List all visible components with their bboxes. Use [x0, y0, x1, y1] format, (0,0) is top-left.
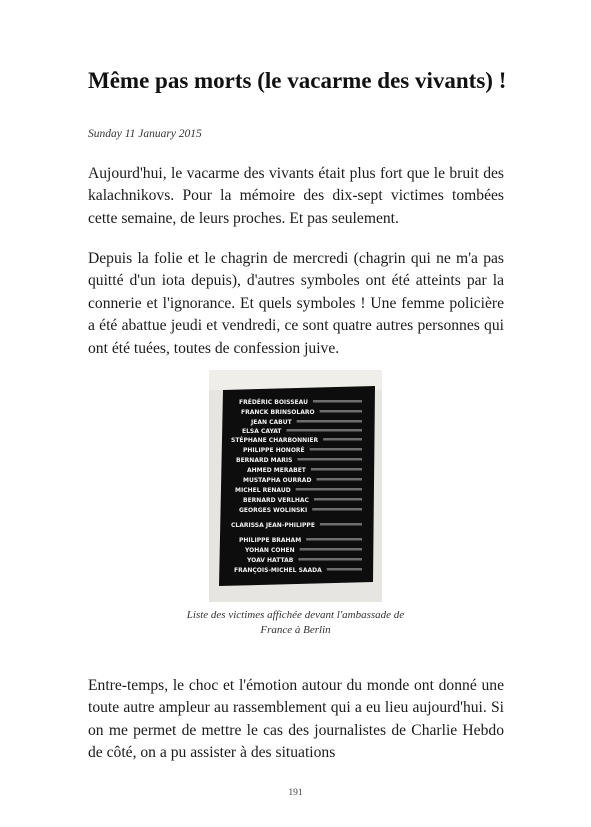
poster-name: JEAN CABUT	[251, 419, 292, 426]
paragraph-2: Depuis la folie et le chagrin de mercredi (chagrin qui ne m'a pas quitté d'un iota depuis), d'autres symboles ont été atteints par la connerie et l'ignorance. Et quels symboles ! Une femme policière a été abattue jeudi et vendredi, ce sont quatre autres personnes qui ont été tuées, toutes de confession juive.	[88, 250, 504, 357]
victims-poster-photo	[209, 370, 382, 602]
poster-sublabel-mark	[300, 548, 362, 551]
poster-sublabel-mark	[298, 558, 362, 561]
poster-sublabel-mark	[314, 498, 362, 501]
poster-sublabel-mark	[296, 488, 362, 491]
poster-sublabel-mark	[320, 410, 362, 413]
poster-sublabel-mark	[312, 508, 362, 511]
poster-name: YOAV HATTAB	[247, 557, 294, 564]
article-date: Sunday 11 January 2015	[88, 128, 202, 140]
poster-sublabel-mark	[316, 478, 362, 481]
poster-name: CLARISSA JEAN-PHILIPPE	[231, 522, 315, 529]
poster-name: FRANÇOIS-MICHEL SAADA	[234, 567, 322, 574]
poster-sublabel-mark	[306, 538, 362, 541]
poster-sublabel-mark	[323, 438, 362, 441]
poster-sublabel-mark	[297, 420, 362, 423]
paragraph-3: Entre-temps, le choc et l'émotion autour du monde ont donné une toute autre ampleur au rassemblement qui a eu lieu aujourd'hui. Si on me permet de mettre le cas des journalistes de Charlie Hebdo de côté, on a pu assister à des situations	[88, 677, 504, 762]
poster-name: BERNARD MARIS	[236, 457, 293, 464]
poster-name: STÉPHANE CHARBONNIER	[231, 437, 319, 444]
poster-sublabel-mark	[297, 458, 362, 461]
page-number: 191	[288, 788, 303, 798]
poster-name: GEORGES WOLINSKI	[239, 507, 308, 514]
poster-name: AHMED MERABET	[247, 467, 306, 474]
poster-sublabel-mark	[287, 429, 363, 432]
poster-sublabel-mark	[311, 468, 362, 471]
poster-image	[209, 370, 382, 602]
poster-sublabel-mark	[327, 568, 362, 571]
poster-sublabel-mark	[310, 448, 362, 451]
article-title: Même pas morts (le vacarme des vivants) !	[88, 68, 507, 93]
poster-sublabel-mark	[320, 523, 362, 526]
poster-name: ELSA CAYAT	[242, 428, 282, 435]
figure-caption: Liste des victimes affichée devant l'ambassade de France à Berlin	[186, 609, 405, 636]
poster-name: YOHAN COHEN	[245, 547, 295, 554]
poster-name: BERNARD VERLHAC	[243, 497, 309, 504]
poster-sublabel-mark	[313, 400, 362, 403]
poster-name: FRÉDÉRIC BOISSEAU	[239, 399, 308, 406]
poster-name: PHILIPPE BRAHAM	[239, 537, 302, 544]
poster-name: MUSTAPHA OURRAD	[243, 477, 312, 484]
paragraph-1: Aujourd'hui, le vacarme des vivants était plus fort que le bruit des kalachnikovs. Pour la mémoire des dix-sept victimes tombées cette semaine, de leurs proches. Et pas seulement.	[88, 165, 504, 227]
poster-name: FRANCK BRINSOLARO	[241, 409, 315, 416]
poster-name: PHILIPPE HONORÉ	[243, 447, 305, 454]
black-poster	[219, 386, 375, 586]
poster-name: MICHEL RENAUD	[235, 487, 291, 494]
